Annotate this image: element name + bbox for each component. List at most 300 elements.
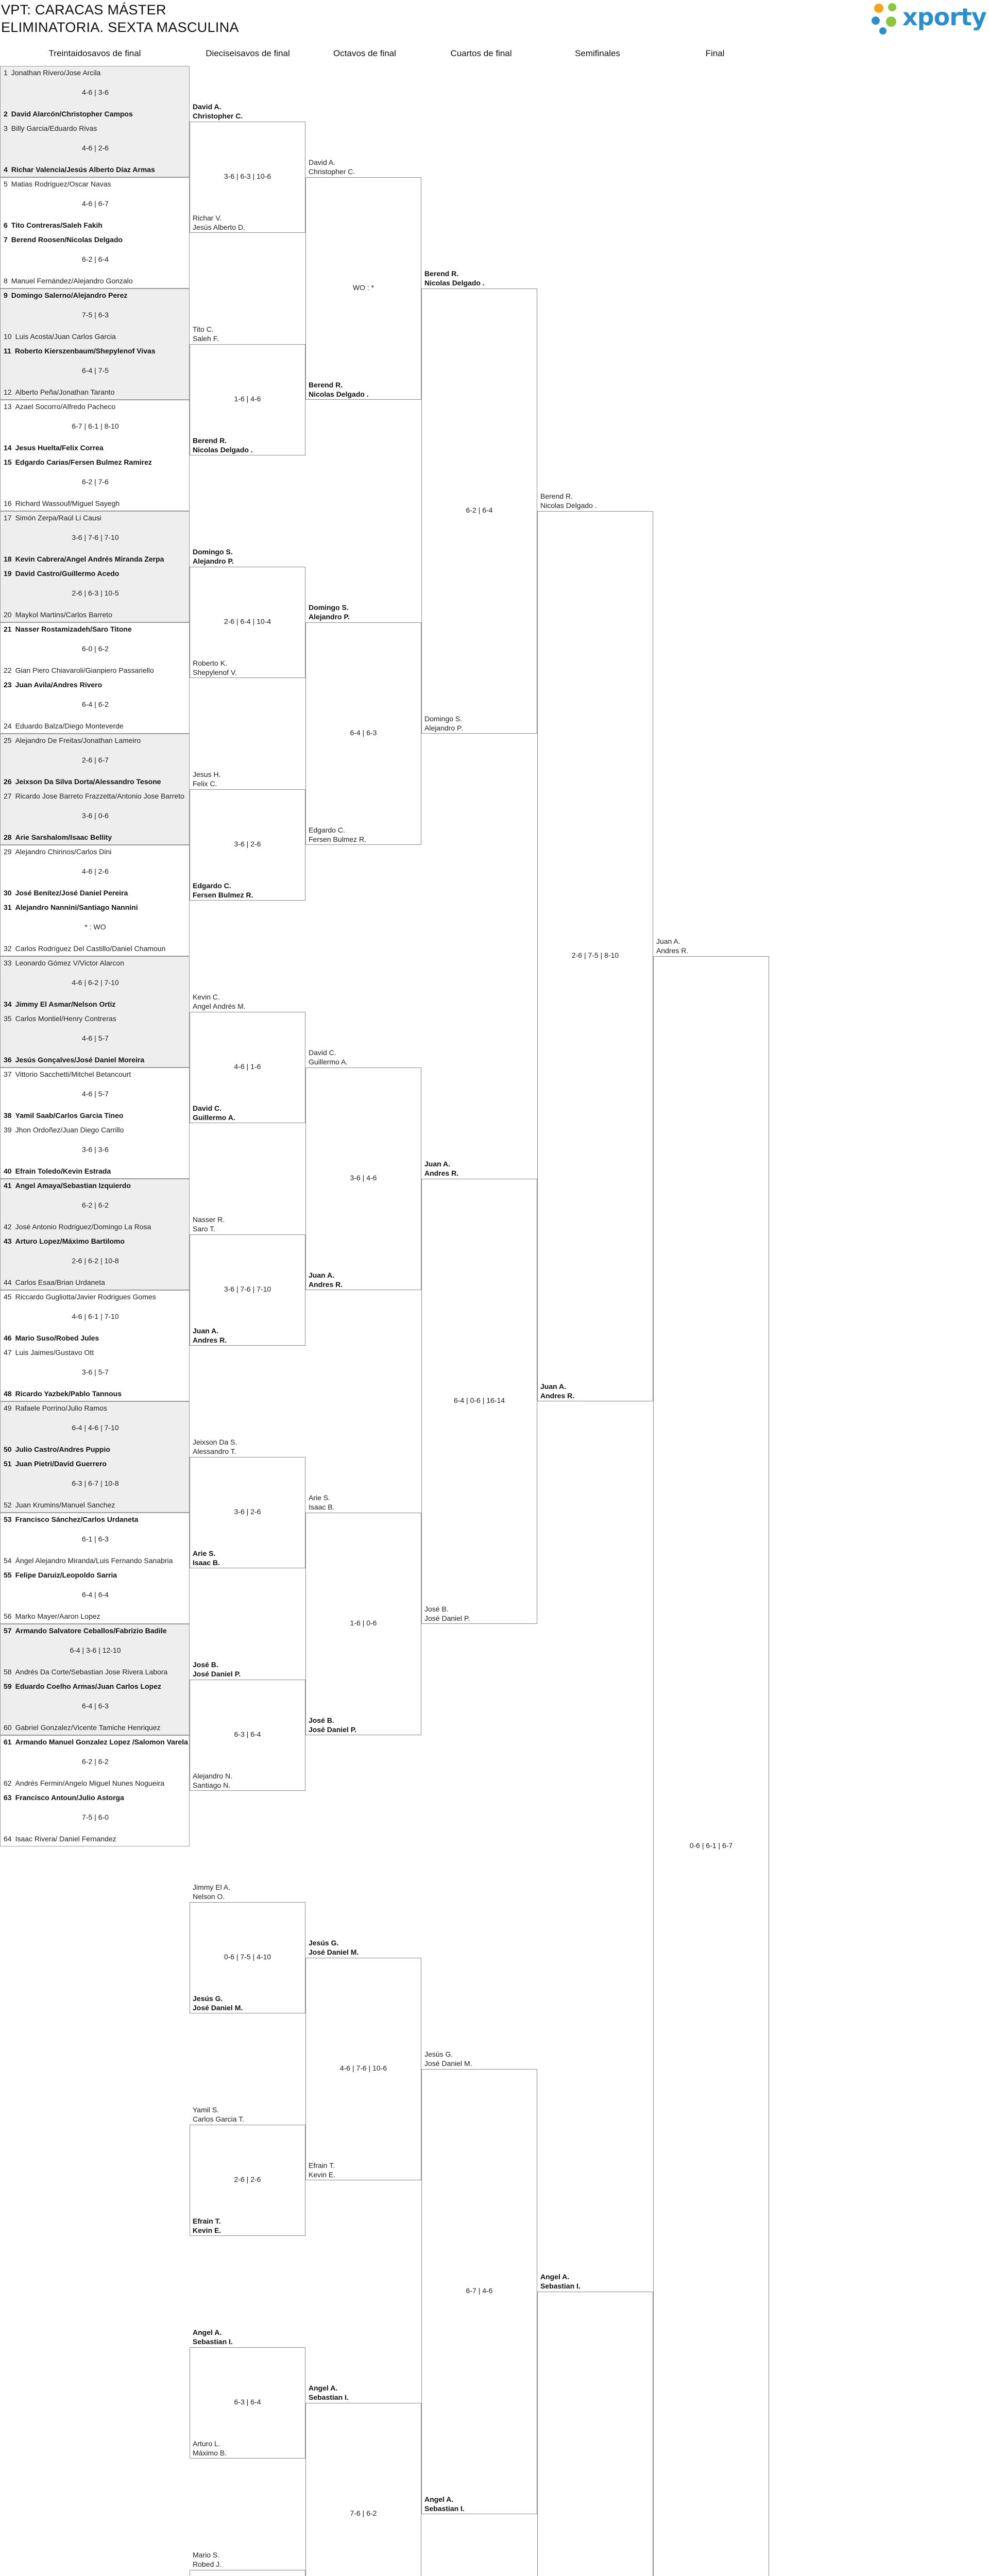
match-score: 6-4 | 6-3: [350, 728, 377, 737]
team-name: Isaac Rivera/ Daniel Fernandez: [15, 1835, 116, 1843]
team-entry[interactable]: [4, 959, 188, 967]
match-score: 7-5 | 6-3: [82, 311, 109, 319]
team-entry[interactable]: [4, 1460, 188, 1468]
team-name: Juan Pietri/David Guerrero: [15, 1460, 107, 1468]
team-entry[interactable]: [4, 1682, 188, 1690]
match-score: 3-6 | 6-3 | 10-6: [224, 172, 271, 180]
team-entry[interactable]: [4, 69, 188, 77]
team-entry[interactable]: Efrain T. Kevin E.: [193, 2217, 221, 2234]
team-entry[interactable]: [4, 165, 188, 174]
seed-number: 35: [4, 1014, 12, 1023]
team-name: Alejandro Nannini/Santiago Nannini: [15, 903, 138, 911]
match-score: 4-6 | 7-6 | 10-6: [339, 2064, 387, 2072]
match-score: 6-7 | 6-1 | 8-10: [72, 422, 119, 430]
match-score: * : WO: [84, 923, 106, 931]
seed-number: 12: [4, 388, 12, 396]
team-name: Domingo Salerno/Alejandro Perez: [11, 291, 128, 299]
team-entry[interactable]: [4, 944, 188, 953]
seed-number: 18: [4, 555, 12, 563]
team-name: Juan Avila/Andres Rivero: [15, 681, 103, 689]
team-entry[interactable]: Berend R. Nicolas Delgado .: [193, 436, 253, 454]
team-entry[interactable]: [4, 388, 188, 396]
match-score: 6-3 | 6-7 | 10-8: [72, 1479, 119, 1487]
team-name: José Antonio Rodriguez/Domingo La Rosa: [15, 1223, 151, 1231]
seed-number: 14: [4, 444, 12, 452]
team-entry[interactable]: Juan A. Andres R.: [309, 1271, 343, 1289]
team-entry[interactable]: [4, 625, 188, 633]
team-entry[interactable]: Berend R. Nicolas Delgado .: [424, 269, 485, 287]
first-round-cell: [0, 1401, 190, 1513]
team-name: Mario Suso/Robed Jules: [15, 1334, 99, 1342]
team-entry[interactable]: [4, 1779, 188, 1787]
team-entry[interactable]: [4, 458, 188, 466]
team-entry[interactable]: [4, 180, 188, 188]
match-score: 2-6 | 7-5 | 8-10: [571, 951, 619, 959]
xporty-logo-text: xporty: [902, 3, 986, 31]
team-entry[interactable]: Domingo S. Alejandro P.: [424, 715, 463, 732]
first-round-cell: [0, 289, 190, 400]
team-entry[interactable]: Angel A. Sebastian I.: [424, 2495, 465, 2513]
seed-number: 8: [4, 277, 8, 285]
team-entry[interactable]: Angel A. Sebastian I.: [309, 2384, 349, 2401]
page-title: [1, 1, 239, 36]
match-score: 1-6 | 4-6: [234, 395, 261, 403]
seed-number: 4: [4, 165, 8, 174]
team-entry[interactable]: Juan A. Andres R.: [656, 937, 689, 955]
team-name: Marko Mayer/Aaron Lopez: [15, 1612, 100, 1620]
team-entry[interactable]: [4, 1014, 188, 1023]
first-round-cell: [0, 1290, 190, 1401]
team-entry[interactable]: Efrain T. Kevin E.: [309, 2161, 336, 2179]
team-name: Arturo Lopez/Máximo Bartilomo: [15, 1237, 125, 1245]
round-header-1: Treintaidosavos de final: [48, 48, 141, 58]
team-name: Felipe Daruiz/Leopoldo Sarria: [15, 1571, 117, 1579]
team-entry[interactable]: [4, 1668, 188, 1676]
seed-number: 59: [4, 1682, 12, 1690]
seed-number: 53: [4, 1515, 12, 1523]
match-score: 3-6 | 2-6: [234, 1507, 261, 1516]
team-entry[interactable]: [4, 1278, 188, 1286]
seed-number: 58: [4, 1668, 12, 1676]
seed-number: 44: [4, 1278, 12, 1286]
team-entry[interactable]: [4, 1000, 188, 1008]
team-name: Richard Wassouf/Miguel Sayegh: [15, 499, 120, 507]
team-name: Edgardo Carias/Fersen Bulmez Ramirez: [15, 458, 152, 466]
match-score: 4-6 | 6-7: [82, 199, 109, 208]
team-name: Billy Garcia/Eduardo Rivas: [11, 124, 97, 132]
match-box: [653, 956, 769, 2576]
match-score: 6-3 | 6-4: [234, 1730, 261, 1738]
seed-number: 37: [4, 1070, 12, 1078]
team-entry[interactable]: [4, 1571, 188, 1579]
seed-number: 9: [4, 291, 8, 299]
team-entry[interactable]: [4, 1223, 188, 1231]
match-score: 3-6 | 4-6: [350, 1174, 377, 1182]
match-score: 6-2 | 7-6: [82, 478, 109, 486]
team-name: Eduardo Coelho Armas/Juan Carlos Lopez: [15, 1682, 161, 1690]
team-entry[interactable]: [4, 722, 188, 730]
team-entry[interactable]: [4, 1348, 188, 1357]
match-score: 1-6 | 0-6: [350, 1619, 377, 1627]
seed-number: 22: [4, 666, 12, 674]
seed-number: 51: [4, 1460, 12, 1468]
team-entry[interactable]: [4, 903, 188, 911]
seed-number: 32: [4, 944, 12, 953]
match-score: 2-6 | 2-6: [234, 2175, 261, 2183]
team-entry[interactable]: [4, 277, 188, 285]
team-entry[interactable]: Jesús G. José Daniel M.: [424, 2050, 472, 2067]
team-entry[interactable]: [4, 1626, 188, 1635]
match-score: 6-4 | 3-6 | 12-10: [70, 1646, 121, 1654]
team-entry[interactable]: [4, 514, 188, 522]
team-name: Armando Manuel Gonzalez Lopez /Salomon Varela: [15, 1738, 188, 1746]
team-entry[interactable]: Angel A. Sebastian I.: [540, 2273, 581, 2290]
seed-number: 3: [4, 124, 8, 132]
team-entry[interactable]: José B. José Daniel P.: [424, 1605, 470, 1622]
team-entry[interactable]: Berend R. Nicolas Delgado .: [309, 381, 369, 398]
team-name: Andrés Da Corte/Sebastian Jose Rivera Labora: [15, 1668, 168, 1676]
team-entry[interactable]: [4, 291, 188, 299]
seed-number: 39: [4, 1126, 12, 1134]
team-entry[interactable]: Tito C. Saleh F.: [193, 325, 219, 343]
team-entry[interactable]: [4, 124, 188, 132]
team-entry[interactable]: [4, 1556, 188, 1565]
team-entry[interactable]: [4, 1612, 188, 1620]
match-score: 4-6 | 2-6: [82, 144, 109, 152]
team-entry[interactable]: José B. José Daniel P.: [309, 1716, 357, 1734]
team-name: Vittorio Sacchetti/Mitchel Betancourt: [15, 1070, 131, 1078]
title-line-2: ELIMINATORIA. SEXTA MASCULINA: [1, 20, 239, 35]
match-score: 6-0 | 6-2: [82, 645, 109, 653]
team-name: Yamil Saab/Carlos Garcia Tineo: [15, 1111, 124, 1120]
team-entry[interactable]: [4, 1515, 188, 1523]
match-score: 2-6 | 6-2 | 10-8: [72, 1257, 119, 1265]
seed-number: 29: [4, 848, 12, 856]
match-score: 6-4 | 7-5: [82, 366, 109, 375]
team-name: Matias Rodriguez/Oscar Navas: [11, 180, 111, 188]
team-entry[interactable]: [4, 555, 188, 563]
seed-number: 33: [4, 959, 12, 967]
team-name: Francisco Sánchez/Carlos Urdaneta: [15, 1515, 139, 1523]
match-score: 3-6 | 5-7: [82, 1368, 109, 1376]
seed-number: 56: [4, 1612, 12, 1620]
team-name: Ángel Alejandro Miranda/Luis Fernando Sanabria: [15, 1556, 173, 1565]
team-entry[interactable]: [4, 681, 188, 689]
team-entry[interactable]: [4, 833, 188, 841]
team-entry[interactable]: David A. Christopher C.: [193, 103, 243, 120]
seed-number: 1: [4, 69, 8, 77]
team-entry[interactable]: [4, 499, 188, 507]
team-entry[interactable]: [4, 1126, 188, 1134]
match-score: 2-6 | 6-4 | 10-4: [224, 617, 271, 625]
seed-number: 16: [4, 499, 12, 507]
seed-number: 27: [4, 792, 12, 800]
team-entry[interactable]: [4, 1793, 188, 1802]
team-entry[interactable]: [4, 235, 188, 244]
team-name: José Benítez/José Daniel Pereira: [15, 889, 128, 897]
seed-number: 19: [4, 569, 12, 578]
team-entry[interactable]: Yamil S. Carlos Garcia T.: [193, 2106, 245, 2123]
team-entry[interactable]: [4, 1293, 188, 1301]
seed-number: 42: [4, 1223, 12, 1231]
first-round-cell: [0, 1624, 190, 1735]
team-name: Jhon Ordoñez/Juan Diego Carrillo: [15, 1126, 124, 1134]
team-name: Alejandro De Freitas/Jonathan Lameiro: [15, 736, 141, 744]
team-name: Simón Zerpa/Raúl Li Causi: [15, 514, 101, 522]
team-entry[interactable]: Juan A. Andres R.: [193, 1327, 227, 1344]
match-score: 6-2 | 6-4: [82, 255, 109, 263]
match-score: 6-2 | 6-2: [82, 1201, 109, 1209]
team-entry[interactable]: Angel A. Sebastian I.: [193, 2328, 233, 2346]
first-round-cell: [0, 622, 190, 734]
match-score: 4-6 | 3-6: [82, 88, 109, 96]
team-entry[interactable]: [4, 1389, 188, 1398]
team-entry[interactable]: Edgardo C. Fersen Bulmez R.: [309, 826, 367, 843]
team-entry[interactable]: [4, 1070, 188, 1078]
seed-number: 20: [4, 611, 12, 619]
team-entry[interactable]: [4, 1723, 188, 1732]
team-name: Ricardo Yazbek/Pablo Tannous: [15, 1389, 122, 1398]
first-round-cell: [0, 400, 190, 511]
seed-number: 43: [4, 1237, 12, 1245]
team-entry[interactable]: [4, 402, 188, 411]
seed-number: 55: [4, 1571, 12, 1579]
team-entry[interactable]: Kevin C. Angel Andrés M.: [193, 993, 246, 1010]
team-name: David Castro/Guillermo Acedo: [15, 569, 120, 578]
team-entry[interactable]: [4, 889, 188, 897]
team-name: Gian Piero Chiavaroli/Gianpiero Passariello: [15, 666, 154, 674]
match-score: 6-4 | 6-3: [82, 1702, 109, 1710]
first-round-cell: [0, 734, 190, 845]
match-score: 0-6 | 7-5 | 4-10: [224, 1953, 271, 1961]
match-score: 7-5 | 6-0: [82, 1813, 109, 1821]
team-name: Kevin Cabrera/Angel Andrés Miranda Zerpa: [15, 555, 164, 563]
team-name: Jesus Huelta/Felix Correa: [15, 444, 104, 452]
seed-number: 62: [4, 1779, 12, 1787]
team-name: Roberto Kierszenbaum/Shepylenof Vivas: [14, 347, 156, 355]
first-round-cell: [0, 177, 190, 289]
team-entry[interactable]: Arie S. Isaac B.: [309, 1494, 335, 1511]
team-name: Richar Valencia/Jesús Alberto Díaz Armas: [11, 165, 155, 174]
team-name: Jeixson Da Silva Dorta/Alessandro Tesone: [15, 777, 161, 786]
team-entry[interactable]: David C. Guillermo A.: [193, 1104, 235, 1122]
team-entry[interactable]: Jimmy El A. Nelson O.: [193, 1883, 231, 1901]
team-entry[interactable]: [4, 1181, 188, 1190]
seed-number: 49: [4, 1404, 12, 1412]
match-score: 0-6 | 6-1 | 6-7: [689, 1841, 733, 1850]
xporty-logo-icon: [871, 2, 902, 35]
seed-number: 17: [4, 514, 12, 522]
seed-number: 31: [4, 903, 12, 911]
team-entry[interactable]: [4, 611, 188, 619]
team-entry[interactable]: Juan A. Andres R.: [424, 1160, 459, 1177]
match-score: 6-3 | 6-4: [234, 2398, 261, 2406]
team-name: Angel Amaya/Sebastian Izquierdo: [15, 1181, 131, 1190]
seed-number: 25: [4, 736, 12, 744]
seed-number: 38: [4, 1111, 12, 1120]
team-name: Juan Krumins/Manuel Sanchez: [15, 1501, 115, 1509]
team-name: Carlos Montiel/Henry Contreras: [15, 1014, 116, 1023]
team-entry[interactable]: Jesús G. José Daniel M.: [193, 1994, 243, 2012]
team-name: Alejandro Chirinos/Carlos Dini: [15, 848, 112, 856]
team-name: Carlos Rodríguez Del Castillo/Daniel Chamoun: [15, 944, 166, 953]
seed-number: 40: [4, 1167, 12, 1175]
team-name: Nasser Rostamizadeh/Saro Titone: [15, 625, 132, 633]
match-score: 4-6 | 1-6: [234, 1062, 261, 1071]
team-name: Efrain Toledo/Kevin Estrada: [15, 1167, 111, 1175]
seed-number: 46: [4, 1334, 12, 1342]
match-score: 6-7 | 4-6: [466, 2286, 493, 2295]
team-entry[interactable]: Richar V. Jesús Alberto D.: [193, 214, 245, 231]
team-entry[interactable]: [4, 110, 188, 118]
match-score: 3-6 | 7-6 | 7-10: [224, 1285, 271, 1293]
team-entry[interactable]: [4, 1738, 188, 1746]
seed-number: 63: [4, 1793, 12, 1802]
match-score: 7-6 | 6-2: [350, 2509, 377, 2517]
seed-number: 6: [4, 221, 8, 229]
match-score: 6-2 | 6-2: [82, 1757, 109, 1766]
team-name: Ricardo Jose Barreto Frazzetta/Antonio Jose Barreto: [15, 792, 184, 800]
team-entry[interactable]: Jesus H. Felix C.: [193, 770, 221, 788]
team-entry[interactable]: Mario S. Robed J.: [193, 2551, 222, 2568]
team-entry[interactable]: [4, 569, 188, 578]
round-header-3: Octavos de final: [333, 48, 396, 58]
match-score: 6-4 | 6-4: [82, 1590, 109, 1599]
team-entry[interactable]: [4, 444, 188, 452]
team-entry[interactable]: Edgardo C. Fersen Bulmez R.: [193, 882, 253, 899]
match-score: 4-6 | 2-6: [82, 867, 109, 875]
team-entry[interactable]: [4, 666, 188, 674]
team-entry[interactable]: [4, 792, 188, 800]
team-entry[interactable]: Roberto K. Shepylenof V.: [193, 659, 237, 676]
seed-number: 48: [4, 1389, 12, 1398]
team-entry[interactable]: [4, 1167, 188, 1175]
first-round-cell: [0, 66, 190, 177]
team-name: Berend Roosen/Nicolas Delgado: [11, 235, 123, 244]
seed-number: 24: [4, 722, 12, 730]
team-entry[interactable]: [4, 347, 188, 355]
match-score: 4-6 | 5-7: [82, 1034, 109, 1042]
match-score: 6-2 | 6-4: [466, 506, 493, 514]
team-entry[interactable]: [4, 1445, 188, 1453]
match-score: 6-4 | 0-6 | 16-14: [453, 1396, 505, 1404]
team-name: Andrés Fermin/Angelo Miguel Nunes Nogueira: [15, 1779, 165, 1787]
seed-number: 30: [4, 889, 12, 897]
match-score: 2-6 | 6-7: [82, 756, 109, 764]
team-entry[interactable]: [4, 848, 188, 856]
match-box: [305, 2403, 421, 2576]
first-round-cell: [0, 1067, 190, 1179]
round-header-6: Final: [705, 48, 725, 58]
first-round-cell: [0, 956, 190, 1067]
team-entry[interactable]: Alejandro N. Santiago N.: [193, 1772, 233, 1789]
team-name: Luis Jaimes/Gustavo Ott: [15, 1348, 94, 1357]
team-entry[interactable]: [4, 736, 188, 744]
team-entry[interactable]: David C. Guillermo A.: [309, 1048, 348, 1066]
team-name: Jonathan Rivero/Jose Arcila: [11, 69, 101, 77]
team-name: Arie Sarshalom/Isaac Bellity: [15, 833, 112, 841]
seed-number: 57: [4, 1626, 12, 1635]
team-entry[interactable]: [4, 1404, 188, 1412]
team-entry[interactable]: José B. José Daniel P.: [193, 1660, 241, 1678]
seed-number: 11: [4, 347, 11, 355]
seed-number: 5: [4, 180, 8, 188]
team-entry[interactable]: Domingo S. Alejandro P.: [309, 603, 350, 621]
team-name: David Alarcón/Christopher Campos: [11, 110, 133, 118]
team-entry[interactable]: Berend R. Nicolas Delgado .: [540, 492, 597, 510]
team-entry[interactable]: Jesús G. José Daniel M.: [309, 1939, 359, 1956]
seed-number: 28: [4, 833, 12, 841]
team-entry[interactable]: [4, 221, 188, 229]
team-name: Rafaele Porrino/Julio Ramos: [15, 1404, 107, 1412]
seed-number: 61: [4, 1738, 12, 1746]
team-entry[interactable]: [4, 1111, 188, 1120]
match-box: [190, 2570, 305, 2576]
match-score: 3-6 | 7-6 | 7-10: [72, 533, 119, 541]
team-entry[interactable]: [4, 332, 188, 341]
team-entry[interactable]: [4, 1501, 188, 1509]
team-entry[interactable]: David A. Christopher C.: [309, 158, 355, 176]
seed-number: 34: [4, 1000, 12, 1008]
match-score: 3-6 | 0-6: [82, 811, 109, 820]
first-round-cell: [0, 1513, 190, 1624]
team-name: Manuel Fernández/Alejandro Gonzalo: [11, 277, 133, 285]
team-name: Luis Acosta/Juan Carlos Garcia: [15, 332, 116, 341]
first-round-cell: [0, 845, 190, 956]
team-entry[interactable]: [4, 1334, 188, 1342]
team-entry[interactable]: Arturo L. Máximo B.: [193, 2439, 227, 2457]
first-round-cell: [0, 511, 190, 622]
team-name: Eduardo Balza/Diego Monteverde: [15, 722, 124, 730]
team-name: Leonardo Gómez V/Victor Alarcon: [15, 959, 124, 967]
seed-number: 60: [4, 1723, 12, 1732]
seed-number: 26: [4, 777, 12, 786]
team-entry[interactable]: Arie S. Isaac B.: [193, 1549, 220, 1567]
team-name: Armando Salvatore Ceballos/Fabrizio Badile: [15, 1626, 167, 1635]
round-header-2: Dieciseisavos de final: [206, 48, 290, 58]
team-entry[interactable]: Juan A. Andres R.: [540, 1382, 575, 1400]
team-entry[interactable]: Domingo S. Alejandro P.: [193, 548, 234, 565]
team-entry[interactable]: [4, 1056, 188, 1064]
seed-number: 41: [4, 1181, 12, 1190]
team-entry[interactable]: Nasser R. Saro T.: [193, 1215, 225, 1233]
match-score: 3-6 | 2-6: [234, 840, 261, 848]
team-name: Francisco Antoun/Julio Astorga: [15, 1793, 124, 1802]
first-round-cell: [0, 1179, 190, 1290]
team-name: Gabriel Gonzalez/Vicente Tamiche Henriquez: [15, 1723, 161, 1732]
match-score: 6-4 | 6-2: [82, 700, 109, 708]
first-round-cell: [0, 1735, 190, 1846]
team-name: Jesús Gonçalves/José Daniel Moreira: [15, 1056, 145, 1064]
team-entry[interactable]: [4, 777, 188, 786]
team-name: Riccardo Gugliotta/Javier Rodrigues Gomes: [15, 1293, 156, 1301]
team-name: Carlos Esaa/Brian Urdaneta: [15, 1278, 105, 1286]
seed-number: 23: [4, 681, 12, 689]
team-entry[interactable]: [4, 1835, 188, 1843]
title-line-1: VPT: CARACAS MÁSTER: [1, 2, 166, 18]
team-entry[interactable]: [4, 1237, 188, 1245]
match-score: 6-1 | 6-3: [82, 1535, 109, 1543]
team-name: Azael Socorro/Alfredo Pacheco: [15, 402, 116, 411]
team-name: Maykol Martins/Carlos Barreto: [15, 611, 112, 619]
team-name: Jimmy El Asmar/Nelson Ortiz: [15, 1000, 116, 1008]
match-score: 6-4 | 4-6 | 7-10: [72, 1423, 119, 1432]
team-entry[interactable]: Jeixson Da S. Alessandro T.: [193, 1438, 237, 1455]
seed-number: 15: [4, 458, 12, 466]
seed-number: 10: [4, 332, 12, 341]
match-score: 4-6 | 6-1 | 7-10: [72, 1312, 119, 1320]
match-box: [537, 2292, 653, 2576]
